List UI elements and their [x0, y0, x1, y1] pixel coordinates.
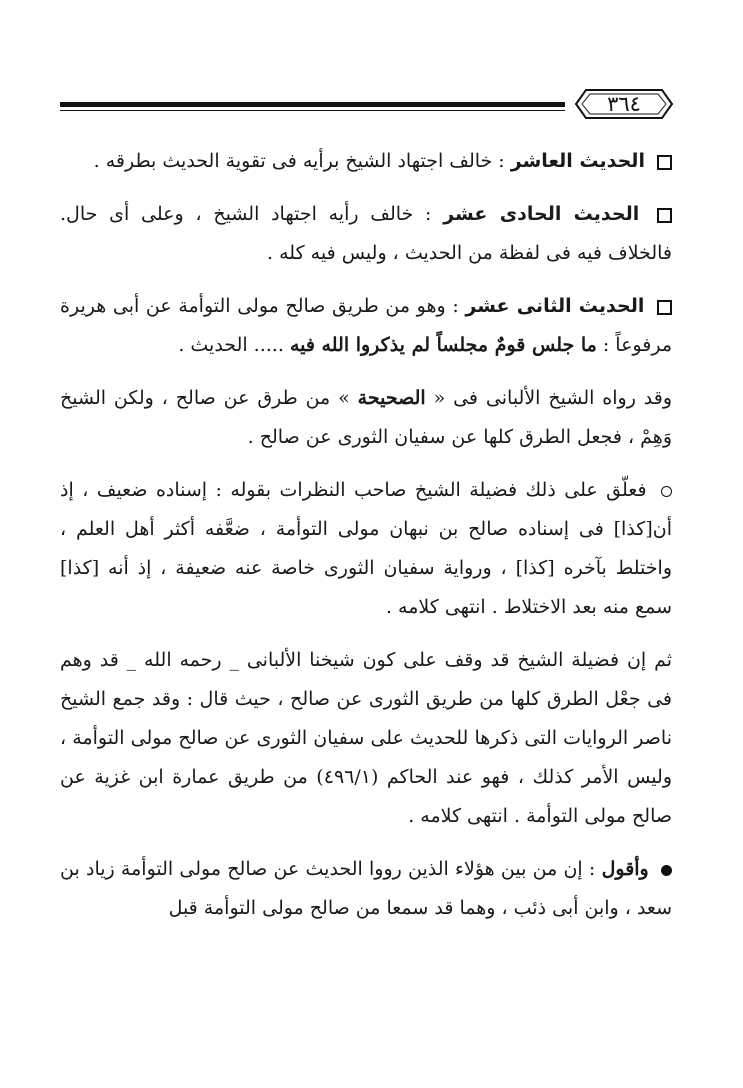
paragraph-text: : خالف اجتهاد الشيخ برأيه فى تقوية الحديث بطرقه .: [93, 150, 505, 172]
hadith-heading: الحديث الحادى عشر: [443, 203, 640, 225]
header-rule-thick: [60, 102, 565, 107]
circle-bullet-icon: [661, 486, 672, 497]
square-bullet-icon: [657, 300, 672, 315]
paragraph-albani-narration: [60, 379, 672, 457]
paragraph-hadith-10: [60, 142, 672, 181]
paragraph-author-statement: [60, 850, 672, 928]
square-bullet-icon: [657, 208, 672, 223]
paragraph-text: وقد رواه الشيخ الألبانى فى «: [425, 387, 672, 409]
filled-circle-bullet-icon: [661, 865, 672, 876]
paragraph-text: » من طرق عن صالح ، ولكن الشيخ وَهِمْ ، فجعل الطرق كلها عن سفيان الثورى عن صالح .: [60, 387, 672, 448]
page-body: [60, 142, 672, 942]
page-number-frame: [574, 88, 674, 120]
hadith-heading: الحديث الثانى عشر: [465, 295, 645, 317]
paragraph-text: ..... الحديث .: [178, 334, 284, 356]
paragraph-text: ثم إن فضيلة الشيخ قد وقف على كون شيخنا الألبانى _ رحمه الله _ قد وهم فى جعْل الطرق كلها من طريق الثورى عن صالح ، حيث قال : وقد جمع الشيخ ناصر الروايات التى ذكرها للحديث على سفيان الثورى عن صالح مولى التوأمة ، وليس الأمر كذلك ، فهو عند الحاكم (٤٩٦/١) من طريق عمارة ابن غزية عن صالح مولى التوأمة . انتهى كلامه .: [60, 649, 672, 827]
statement-heading: وأقول: [601, 858, 649, 880]
paragraph-hadith-12: [60, 287, 672, 365]
header-rule-thin: [60, 110, 565, 111]
paragraph-text: : إن من بين هؤلاء الذين رووا الحديث عن صالح مولى التوأمة زياد بن سعد ، وابن أبى ذئب ، وهما قد سمعا من صالح مولى التوأمة قبل: [60, 858, 672, 919]
book-title: الصحيحة: [357, 387, 426, 409]
paragraph-hadith-11: [60, 195, 672, 273]
paragraph-commentary: [60, 471, 672, 627]
hadith-quote: ما جلس قومٌ مجلساً لم يذكروا الله فيه: [289, 334, 597, 356]
paragraph-text: : خالف رأيه اجتهاد الشيخ ، وعلى أى حال. فالخلاف فيه فى لفظة من الحديث ، وليس فيه كله .: [60, 203, 672, 264]
hadith-heading: الحديث العاشر: [510, 150, 645, 172]
paragraph-text: : وهو من طريق صالح مولى التوأمة عن أبى هريرة مرفوعاً :: [60, 295, 672, 356]
paragraph-text: فعلّق على ذلك فضيلة الشيخ صاحب النظرات بقوله : إسناده ضعيف ، إذ أن[كذا] فى إسناده صالح بن نبهان مولى التوأمة ، ضعَّفه أكثر أهل العلم ، واختلط بآخره [كذا] ، ورواية سفيان الثورى خاصة عنه ضعيفة ، إذ أنه [كذا] سمع منه بعد الاختلاط . انتهى كلامه .: [60, 479, 672, 618]
paragraph-response: [60, 641, 672, 836]
page-header: [60, 84, 680, 124]
square-bullet-icon: [657, 155, 672, 170]
page-number: ٣٦٤: [607, 92, 641, 116]
